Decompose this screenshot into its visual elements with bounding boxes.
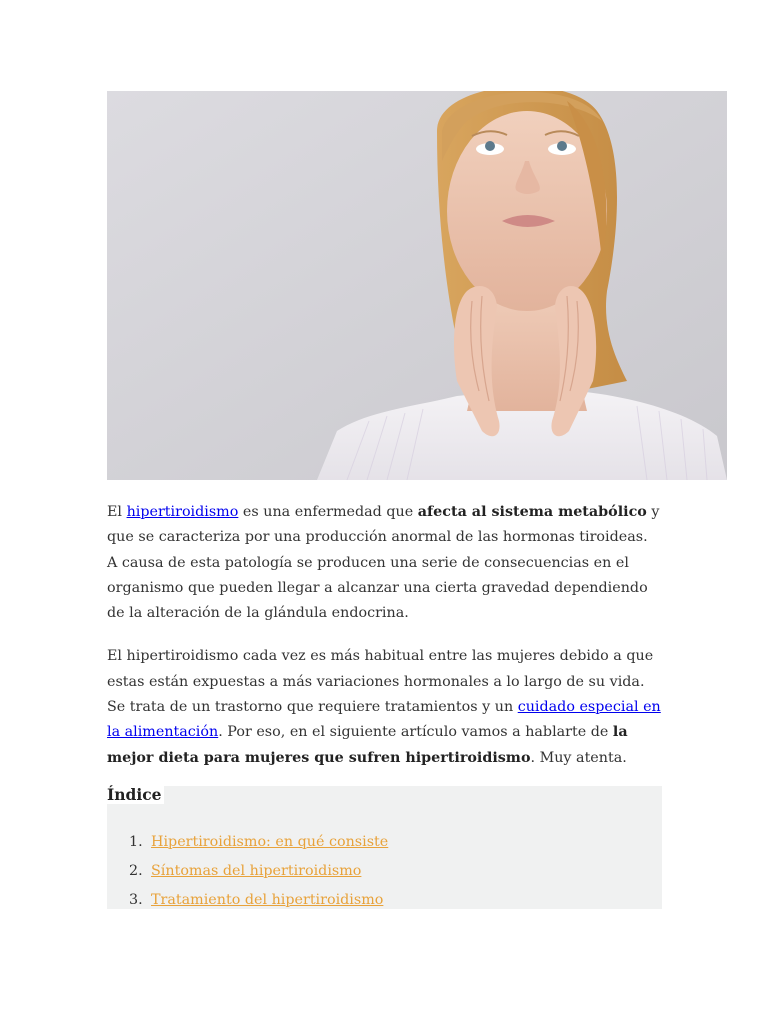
text-segment: . Muy atenta. xyxy=(530,749,627,766)
hipertiroidismo-link[interactable]: hipertiroidismo xyxy=(126,504,239,520)
woman-touching-neck-image xyxy=(107,91,727,480)
intro-paragraph xyxy=(107,500,662,626)
toc-item xyxy=(129,830,388,859)
toc-title: Índice xyxy=(107,785,162,804)
text-segment: . Por eso, en el siguiente artículo vamos a hablarte de xyxy=(218,724,613,741)
toc-item xyxy=(129,859,388,888)
text-segment: El hipertiroidismo cada vez es más habitual entre las mujeres debido a que estas están expuestas a más variaciones hormonales a lo largo de su vida. Se trata de un trastorno que requiere tratamientos y un xyxy=(107,648,654,716)
hero-image xyxy=(107,91,727,480)
text-segment: es una enfermedad que xyxy=(238,504,418,520)
second-paragraph xyxy=(107,644,662,770)
table-of-contents xyxy=(107,786,662,909)
toc-link-sintomas[interactable]: Síntomas del hipertiroidismo xyxy=(151,863,362,879)
text-segment: y que se caracteriza por una producción anormal de las hormonas tiroideas. A causa de esta patología se producen una serie de consecuencias en el organismo que pueden llegar a alcanzar una cierta gravedad dependiendo de la alteración de la glándula endocrina. xyxy=(107,504,660,622)
bold-text: la mejor dieta para mujeres que sufren hipertiroidismo xyxy=(107,724,628,766)
article-body xyxy=(107,500,662,789)
toc-link-en-que-consiste[interactable]: Hipertiroidismo: en qué consiste xyxy=(151,834,389,850)
toc-item xyxy=(129,888,388,917)
toc-item-number: 1. xyxy=(129,834,143,850)
toc-item-number: 3. xyxy=(129,892,143,908)
bold-text: afecta al sistema metabólico xyxy=(417,504,647,520)
alimentacion-link[interactable]: cuidado especial en la alimentación xyxy=(107,699,661,741)
toc-item-number: 2. xyxy=(129,863,143,879)
toc-link-tratamiento[interactable]: Tratamiento del hipertiroidismo xyxy=(151,892,384,908)
toc-list xyxy=(129,830,388,917)
text-segment: El xyxy=(107,504,127,520)
